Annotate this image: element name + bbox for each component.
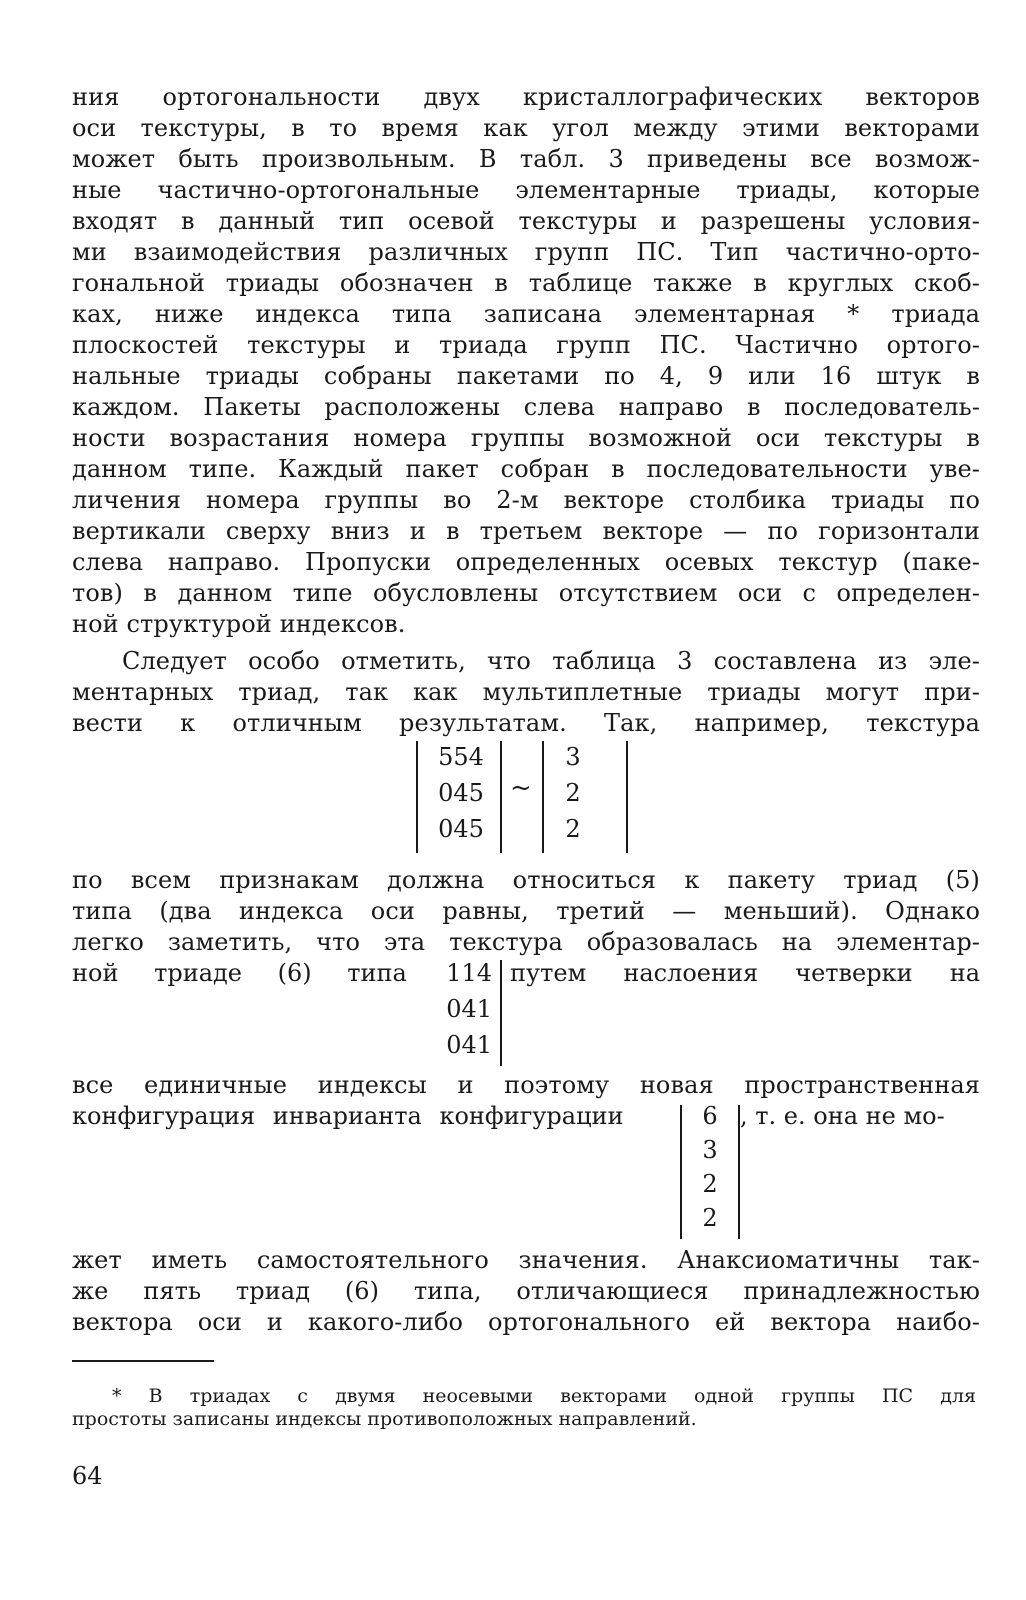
text-line: по всем признакам должна относиться к пакету триад (5) — [72, 866, 980, 894]
text-line: каждом. Пакеты расположены слева направо в последователь- — [72, 393, 980, 421]
matrix-cell: 3 — [565, 743, 581, 771]
text-line: вертикали сверху вниз и в третьем векторе — по горизонтали — [72, 517, 980, 545]
text-line: жет иметь самостоятельного значения. Анаксиоматичны так- — [72, 1246, 980, 1274]
matrix-cell: 041 — [446, 1031, 492, 1059]
matrix-cell: 045 — [438, 779, 484, 807]
text-line: легко заметить, что эта текстура образовалась на элементар- — [72, 928, 980, 956]
text-fragment: , т. е. она не мо- — [740, 1102, 945, 1130]
text-line: ментарных триад, так как мультиплетные триады могут при- — [72, 678, 980, 706]
text-line: тов) в данном типе обусловлены отсутствием оси с определен- — [72, 579, 980, 607]
tilde-symbol: ~ — [510, 773, 532, 803]
text-line: вектора оси и какого-либо ортогонального ей вектора наибо- — [72, 1308, 980, 1336]
text-line: данном типе. Каждый пакет собран в последовательности уве- — [72, 455, 980, 483]
text-fragment: ной триаде (6) типа — [72, 959, 407, 987]
matrix-cell: 3 — [702, 1136, 718, 1164]
text-line: все единичные индексы и поэтому новая пространственная — [72, 1071, 980, 1099]
matrix-cell: 045 — [438, 815, 484, 843]
text-line: нальные триады собраны пакетами по 4, 9 или 16 штук в — [72, 362, 980, 390]
texture-matrix — [72, 739, 980, 865]
matrix-cell: 554 — [438, 743, 484, 771]
text-line: же пять триад (6) типа, отличающиеся принадлежностью — [72, 1277, 980, 1305]
matrix-bar — [500, 741, 502, 853]
text-line: может быть произвольным. В табл. 3 приведены все возмож- — [72, 145, 980, 173]
matrix-bar — [416, 741, 418, 853]
footnote-line: простоты записаны индексы противоположных направлений. — [72, 1408, 697, 1430]
text-line: ках, ниже индекса типа записана элементарная * триада — [72, 300, 980, 328]
page-number: 64 — [72, 1462, 103, 1490]
text-line: Следует особо отметить, что таблица 3 составлена из эле- — [122, 647, 980, 675]
text-line: слева направо. Пропуски определенных осевых текстур (паке- — [72, 548, 980, 576]
text-line: оси текстуры, в то время как угол между этими векторами — [72, 114, 980, 142]
text-line: ные частично-ортогональные элементарные триады, которые — [72, 176, 980, 204]
footnote — [72, 1385, 976, 1431]
text-line: ной структурой индексов. — [72, 610, 406, 638]
text-line: личения номера группы во 2-м векторе столбика триады по — [72, 486, 980, 514]
page-body — [72, 82, 980, 1338]
text-line: плоскостей текстуры и триада групп ПС. Частично ортого- — [72, 331, 980, 359]
text-line: ми взаимодействия различных групп ПС. Тип частично-орто- — [72, 238, 980, 266]
inline-matrix-line — [72, 1101, 980, 1243]
footnote-line: * В триадах с двумя неосевыми векторами одной группы ПС для — [112, 1385, 976, 1407]
paragraph-1 — [72, 82, 980, 640]
paragraph-2 — [72, 646, 980, 739]
text-line: типа (два индекса оси равны, третий — меньший). Однако — [72, 897, 980, 925]
text-fragment: путем наслоения четверки на — [510, 959, 980, 987]
matrix-cell: 2 — [565, 779, 581, 807]
text-fragment: конфигурация инварианта конфигурации — [72, 1102, 624, 1130]
paragraph-4 — [72, 1245, 980, 1338]
inline-matrix-line — [72, 958, 980, 1070]
matrix-cell: 114 — [446, 959, 492, 987]
matrix-bar — [500, 960, 502, 1066]
matrix-cell: 2 — [565, 815, 581, 843]
text-line: ния ортогональности двух кристаллографических векторов — [72, 83, 980, 111]
text-line: ности возрастания номера группы возможной оси текстуры в — [72, 424, 980, 452]
paragraph-3 — [72, 865, 980, 958]
text-line: входят в данный тип осевой текстуры и разрешены условия- — [72, 207, 980, 235]
matrix-cell: 2 — [702, 1204, 718, 1232]
matrix-cell: 041 — [446, 995, 492, 1023]
text-line: вести к отличным результатам. Так, например, текстура — [72, 709, 980, 737]
matrix-cell: 2 — [702, 1170, 718, 1198]
footnote-rule — [72, 1360, 214, 1362]
text-line: гональной триады обозначен в таблице также в круглых скоб- — [72, 269, 980, 297]
matrix-cell: 6 — [702, 1102, 718, 1130]
matrix-bar — [626, 741, 628, 853]
